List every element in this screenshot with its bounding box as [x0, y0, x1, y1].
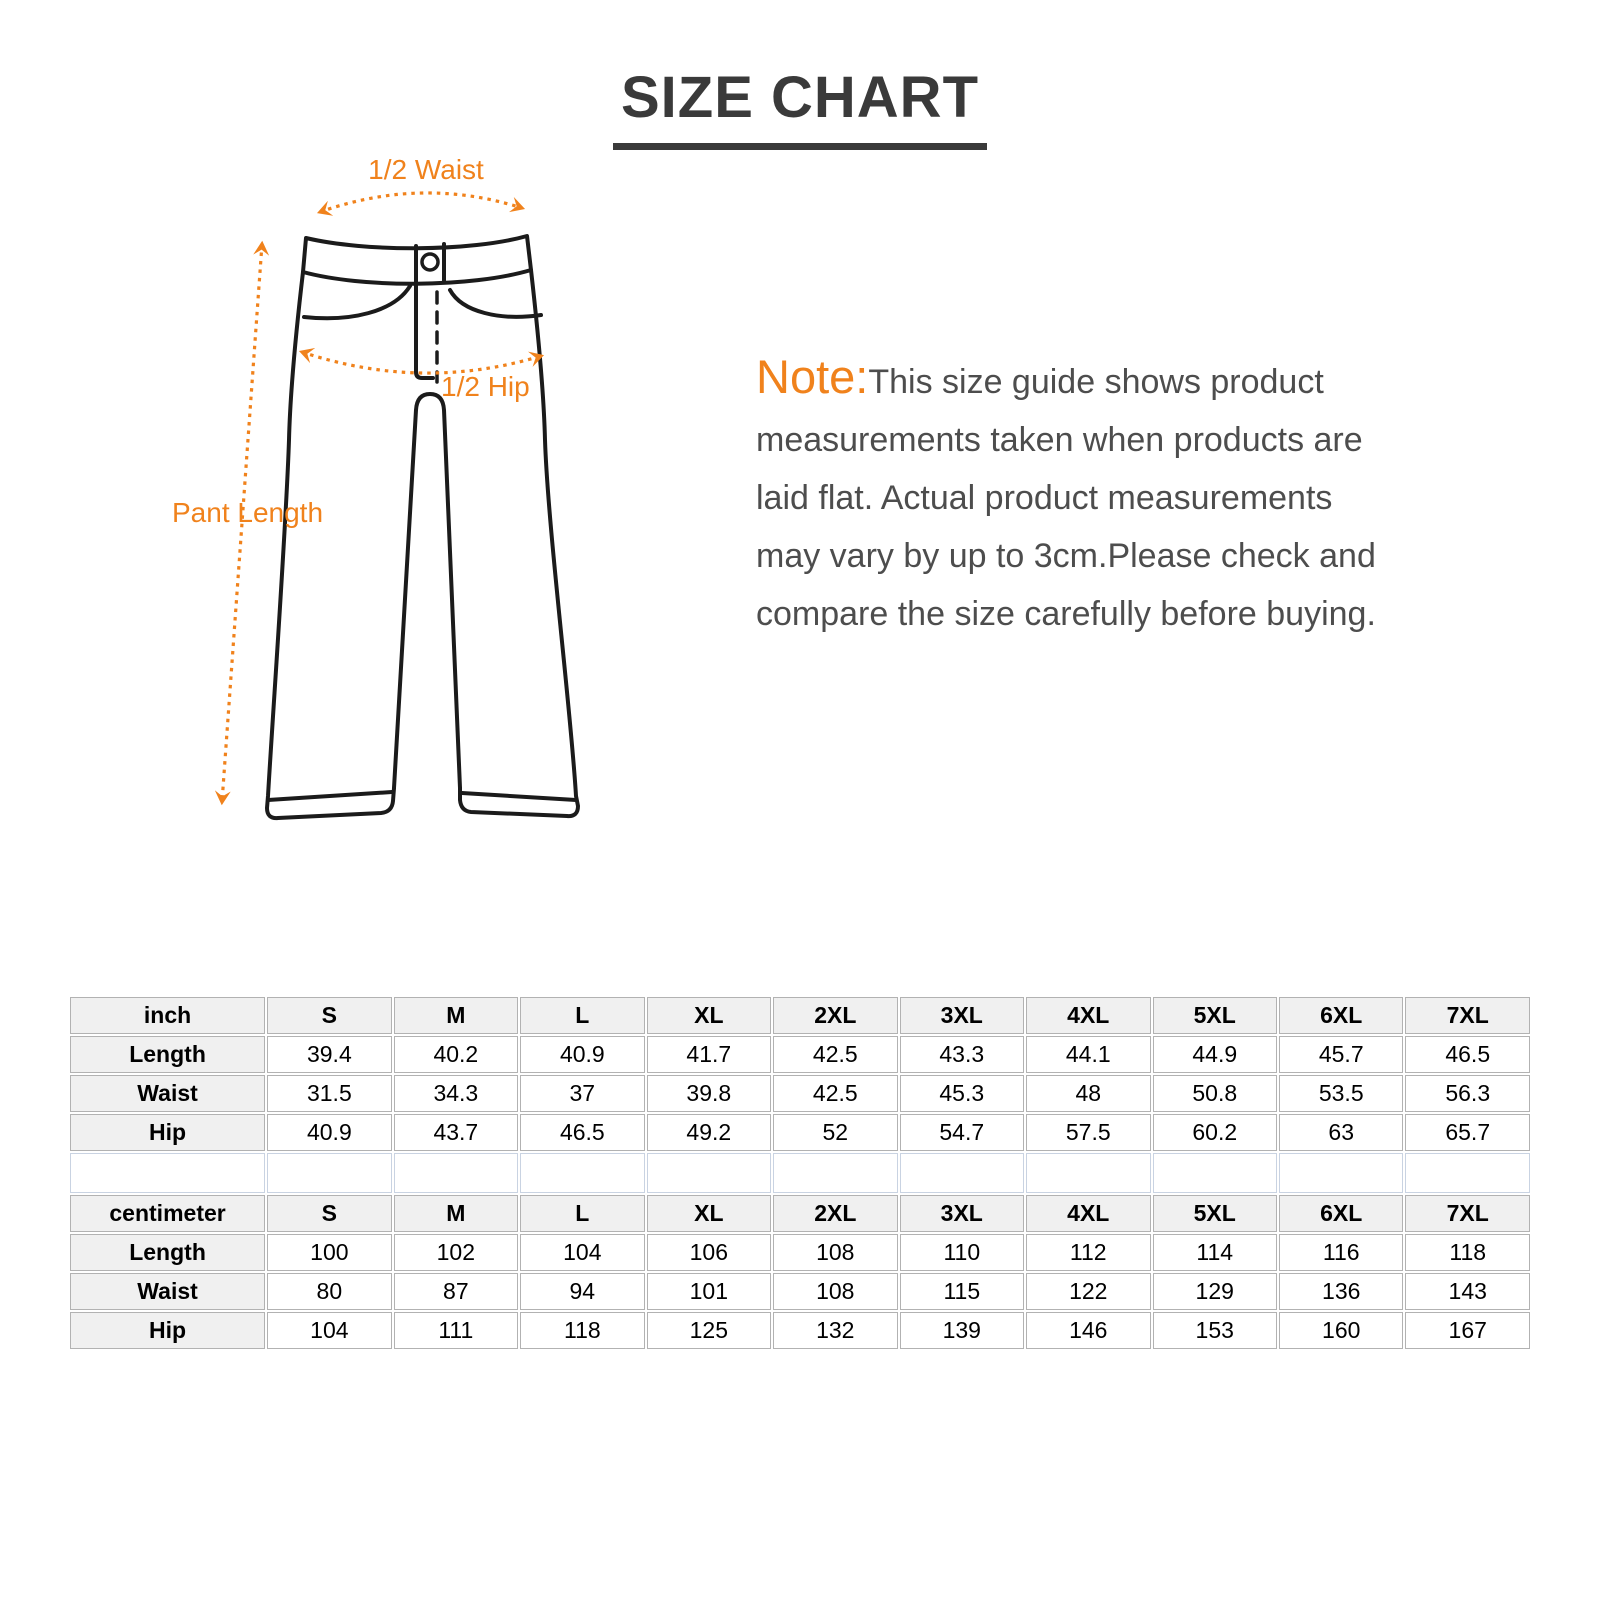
size-cell: 50.8: [1153, 1075, 1277, 1112]
page-title: SIZE CHART: [613, 64, 987, 150]
col-header: 2XL: [773, 1195, 897, 1232]
size-cell: 160: [1279, 1312, 1403, 1349]
spacer-cell: [267, 1153, 391, 1193]
table-row: [70, 1312, 1530, 1349]
table-row: [70, 1273, 1530, 1310]
size-cell: 39.8: [647, 1075, 771, 1112]
size-cell: 100: [267, 1234, 391, 1271]
size-cell: 153: [1153, 1312, 1277, 1349]
spacer-row: [70, 1153, 1530, 1193]
col-header: S: [267, 997, 391, 1034]
row-label: Waist: [70, 1273, 265, 1310]
size-cell: 34.3: [394, 1075, 518, 1112]
size-cell: 106: [647, 1234, 771, 1271]
size-cell: 49.2: [647, 1114, 771, 1151]
size-cell: 118: [1405, 1234, 1530, 1271]
col-header: M: [394, 1195, 518, 1232]
table-row: [70, 1075, 1530, 1112]
table-row: [70, 1114, 1530, 1151]
size-cell: 108: [773, 1273, 897, 1310]
size-cell: 65.7: [1405, 1114, 1530, 1151]
size-cell: 44.9: [1153, 1036, 1277, 1073]
row-label: Waist: [70, 1075, 265, 1112]
col-header: 7XL: [1405, 997, 1530, 1034]
hip-label: 1/2 Hip: [441, 371, 530, 402]
spacer-cell: [900, 1153, 1024, 1193]
col-header: 6XL: [1279, 1195, 1403, 1232]
size-cell: 129: [1153, 1273, 1277, 1310]
spacer-cell: [1405, 1153, 1530, 1193]
row-label: Length: [70, 1234, 265, 1271]
col-header: 4XL: [1026, 997, 1150, 1034]
col-header: S: [267, 1195, 391, 1232]
col-header: 7XL: [1405, 1195, 1530, 1232]
size-cell: 39.4: [267, 1036, 391, 1073]
size-cell: 167: [1405, 1312, 1530, 1349]
size-cell: 48: [1026, 1075, 1150, 1112]
header: [0, 64, 1600, 150]
size-chart-table-wrap: [68, 995, 1532, 1351]
size-cell: 104: [520, 1234, 644, 1271]
unit-header-centimeter: centimeter: [70, 1195, 265, 1232]
size-cell: 57.5: [1026, 1114, 1150, 1151]
col-header: M: [394, 997, 518, 1034]
spacer-cell: [1153, 1153, 1277, 1193]
unit-header-inch: inch: [70, 997, 265, 1034]
col-header: 3XL: [900, 997, 1024, 1034]
size-cell: 112: [1026, 1234, 1150, 1271]
row-label: Hip: [70, 1312, 265, 1349]
size-cell: 45.3: [900, 1075, 1024, 1112]
size-cell: 111: [394, 1312, 518, 1349]
size-cell: 45.7: [1279, 1036, 1403, 1073]
size-cell: 63: [1279, 1114, 1403, 1151]
size-cell: 108: [773, 1234, 897, 1271]
size-cell: 46.5: [520, 1114, 644, 1151]
size-cell: 52: [773, 1114, 897, 1151]
spacer-cell: [70, 1153, 265, 1193]
note-prefix: Note:: [756, 350, 869, 403]
note-block: [756, 348, 1476, 643]
size-cell: 143: [1405, 1273, 1530, 1310]
size-cell: 41.7: [647, 1036, 771, 1073]
note-line: may vary by up to 3cm.Please check and: [756, 537, 1376, 575]
size-cell: 56.3: [1405, 1075, 1530, 1112]
size-cell: 43.3: [900, 1036, 1024, 1073]
size-cell: 44.1: [1026, 1036, 1150, 1073]
size-cell: 87: [394, 1273, 518, 1310]
table-row: [70, 1036, 1530, 1073]
size-cell: 54.7: [900, 1114, 1024, 1151]
inch-header-row: [70, 997, 1530, 1034]
size-cell: 102: [394, 1234, 518, 1271]
col-header: 4XL: [1026, 1195, 1150, 1232]
size-cell: 40.2: [394, 1036, 518, 1073]
size-cell: 40.9: [520, 1036, 644, 1073]
size-cell: 42.5: [773, 1036, 897, 1073]
note-text: This size guide shows product: [868, 363, 1324, 401]
size-cell: 42.5: [773, 1075, 897, 1112]
size-cell: 136: [1279, 1273, 1403, 1310]
size-cell: 118: [520, 1312, 644, 1349]
spacer-cell: [773, 1153, 897, 1193]
size-cell: 116: [1279, 1234, 1403, 1271]
pants-diagram: [170, 140, 660, 840]
size-cell: 125: [647, 1312, 771, 1349]
col-header: 2XL: [773, 997, 897, 1034]
size-cell: 53.5: [1279, 1075, 1403, 1112]
row-label: Hip: [70, 1114, 265, 1151]
size-cell: 139: [900, 1312, 1024, 1349]
waist-label: 1/2 Waist: [368, 154, 484, 185]
size-cell: 146: [1026, 1312, 1150, 1349]
spacer-cell: [647, 1153, 771, 1193]
size-cell: 43.7: [394, 1114, 518, 1151]
pant-length-label: Pant Length: [172, 497, 324, 528]
col-header: XL: [647, 1195, 771, 1232]
spacer-cell: [520, 1153, 644, 1193]
size-cell: 37: [520, 1075, 644, 1112]
row-label: Length: [70, 1036, 265, 1073]
size-cell: 60.2: [1153, 1114, 1277, 1151]
col-header: 5XL: [1153, 1195, 1277, 1232]
size-cell: 46.5: [1405, 1036, 1530, 1073]
size-cell: 115: [900, 1273, 1024, 1310]
note-line: [756, 348, 1476, 411]
col-header: 5XL: [1153, 997, 1277, 1034]
col-header: 6XL: [1279, 997, 1403, 1034]
table-row: [70, 1234, 1530, 1271]
note-line: laid flat. Actual product measurements: [756, 479, 1333, 517]
spacer-cell: [1026, 1153, 1150, 1193]
size-cell: 80: [267, 1273, 391, 1310]
size-cell: 101: [647, 1273, 771, 1310]
size-cell: 94: [520, 1273, 644, 1310]
size-cell: 110: [900, 1234, 1024, 1271]
col-header: XL: [647, 997, 771, 1034]
centimeter-header-row: [70, 1195, 1530, 1232]
hip-measure-arrow: [302, 352, 541, 373]
size-cell: 104: [267, 1312, 391, 1349]
size-cell: 40.9: [267, 1114, 391, 1151]
spacer-cell: [394, 1153, 518, 1193]
spacer-cell: [1279, 1153, 1403, 1193]
size-cell: 122: [1026, 1273, 1150, 1310]
size-cell: 31.5: [267, 1075, 391, 1112]
note-line: compare the size carefully before buying.: [756, 595, 1376, 633]
note-line: measurements taken when products are: [756, 421, 1363, 459]
col-header: L: [520, 997, 644, 1034]
size-cell: 132: [773, 1312, 897, 1349]
col-header: 3XL: [900, 1195, 1024, 1232]
size-cell: 114: [1153, 1234, 1277, 1271]
col-header: L: [520, 1195, 644, 1232]
waist-measure-arrow: [320, 193, 522, 212]
size-chart-table: [68, 995, 1532, 1351]
